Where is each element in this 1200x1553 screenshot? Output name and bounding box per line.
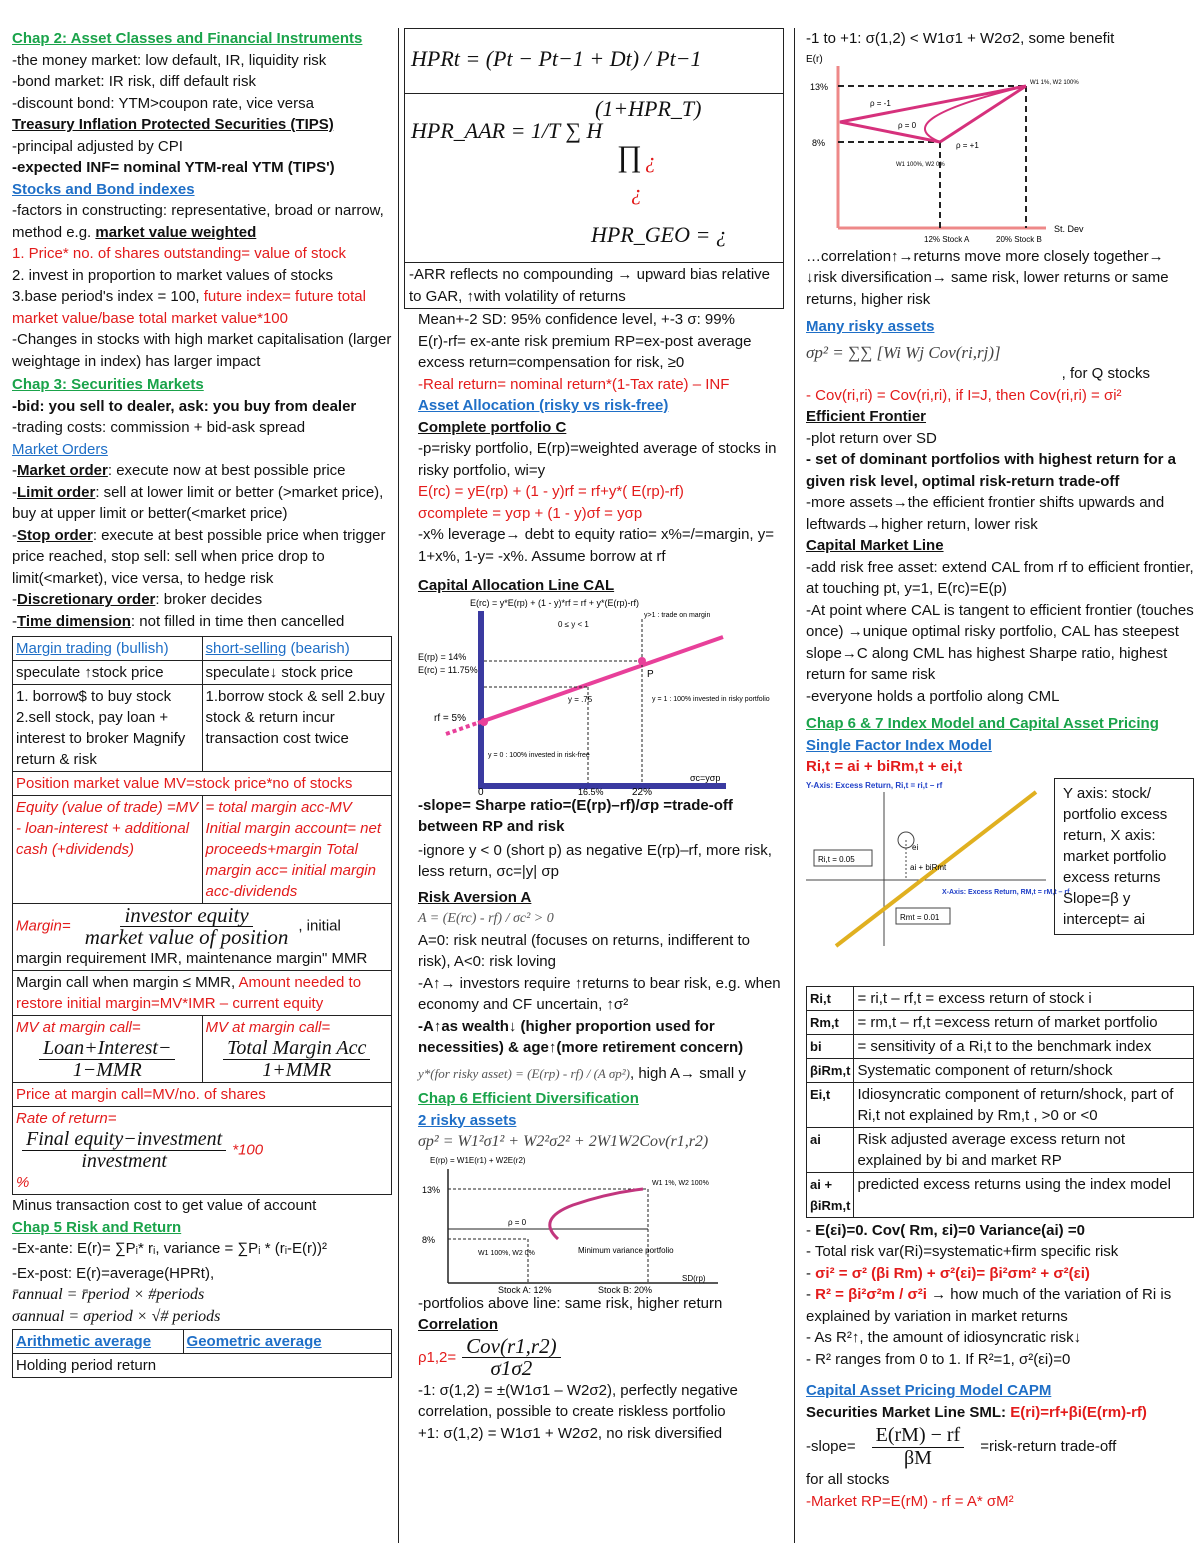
- annotation: Ri,t = 0.05: [818, 854, 855, 864]
- formula: [22, 1129, 226, 1172]
- text-span: : sell at lower limit or better (>market price), buy at upper limit or better(<market price): [12, 483, 384, 522]
- column-divider: [794, 28, 795, 1543]
- term: Discretionary order: [17, 591, 156, 608]
- subsection-title: Capital Allocation Line CAL: [418, 577, 615, 594]
- text-line: -Stop order: execute at best possible price when trigger price reached, stop sell: sell when price drop to limit(<market), vice versa, to hedge risk: [12, 526, 386, 587]
- text-span: short-selling: [205, 640, 287, 657]
- annotation: Minimum variance portfolio: [578, 1245, 674, 1255]
- text-line: -plot return over SD: [806, 429, 937, 447]
- text-line: -1: σ(1,2) = ±(W1σ1 – W2σ2), perfectly negative correlation, possible to create riskless portfolio: [418, 1381, 738, 1420]
- denominator: σ1σ2: [490, 1356, 533, 1380]
- cal-chart: [418, 597, 770, 798]
- text-line: -add risk free asset: extend CAL from rf to efficient frontier, at touching pt, y=1, E(rc)=E(p): [806, 558, 1194, 597]
- tick-label: Stock B: 20%: [598, 1284, 653, 1295]
- numerator: Loan+Interest−: [39, 1038, 175, 1060]
- text-line: -Ex-post: E(r)=average(HPRt),: [12, 1264, 215, 1282]
- section-title: Chap 2: Asset Classes and Financial Instruments: [12, 30, 363, 47]
- annotation: W1 1%, W2 100%: [652, 1179, 709, 1187]
- text-span: : broker decides: [155, 591, 263, 608]
- subsection-title: Many risky assets: [806, 318, 935, 335]
- tick-label: E(rc) = 11.75%: [418, 664, 478, 675]
- text-span: market value weighted: [95, 223, 257, 241]
- table-cell: Ei,t: [807, 1082, 854, 1127]
- table-cell: Holding period return: [13, 1354, 392, 1378]
- text-line: …correlation↑→returns move more closely together→ ↓risk diversification→ same risk, lower returns or same returns, higher risk: [806, 247, 1169, 308]
- table-row: [807, 1127, 1194, 1172]
- column-divider: [398, 28, 399, 1543]
- bullet-item: - E(εi)=0. Cov( Rm, εi)=0 Variance(ai) =0: [806, 1221, 1085, 1239]
- tick-label: 13%: [422, 1184, 441, 1195]
- table-row: [807, 1010, 1194, 1034]
- text-line: -trading costs: commission + bid-ask spread: [12, 419, 306, 436]
- frontier-curve: [550, 1189, 643, 1239]
- axis-label: St. Dev: [1054, 223, 1084, 234]
- column-3: [806, 28, 1194, 1512]
- text-span: : execute now at best possible price: [107, 462, 346, 479]
- annotation: y = 0 : 100% invested in risk-free: [488, 751, 590, 759]
- text-span: (bearish): [286, 640, 350, 657]
- tick-label: E(rp) = 14%: [418, 651, 467, 662]
- hpr-aar-formula: HPR_AAR = 1/T ∑ H: [411, 118, 603, 143]
- numerator: Final equity−investment: [22, 1129, 226, 1151]
- formula: [462, 1333, 560, 1380]
- text-span: : execute at best possible price when trigger price reached, stop sell: sell when price drop to limit(<market), vice versa, to hedge risk: [12, 526, 386, 587]
- text-span: Total risk var(Ri)=systematic+firm specific risk: [814, 1243, 1119, 1260]
- point-p: [638, 657, 646, 665]
- axis-label: SD(rp): [682, 1273, 706, 1283]
- text-line: -everyone holds a portfolio along CML: [806, 687, 1060, 705]
- text-line: -principal adjusted by CPI: [12, 137, 183, 155]
- table-cell: 1.borrow stock & sell 2.buy stock & return incur transaction cost twice: [202, 685, 392, 772]
- text-line: for all stocks: [806, 1471, 890, 1488]
- text-span: 3.base period's index = 100,: [12, 288, 204, 305]
- table-cell: [13, 1107, 392, 1195]
- text-line: E(rc) = yE(rp) + (1 - y)rf = rf+y*( E(rp)-rf): [418, 483, 684, 500]
- col2-body: [404, 309, 784, 1444]
- text-span: R² = βi²σ²m / σ²i: [815, 1286, 927, 1303]
- text-span: Rate of return=: [16, 1110, 117, 1127]
- table-cell: Ri,t: [807, 986, 854, 1010]
- text-line: - set of dominant portfolios with highest return for a given risk level, optimal risk-return trade-off: [806, 451, 1176, 490]
- annotation: ai + biRmt: [910, 862, 947, 872]
- chart-title: E(rc) = y*E(rp) + (1 - y)*rf = rf + y*(E(rp)-rf): [470, 597, 640, 608]
- annotation: ρ = 0: [508, 1217, 527, 1227]
- formula: y*(for risky asset) = (E(rp) - rf) / (A σp²): [418, 1065, 630, 1081]
- glyph: ¿: [631, 180, 642, 205]
- axis-label: X-Axis: Excess Return, RM,t = rM,t – rf: [942, 888, 1070, 896]
- arr-box: [404, 263, 784, 309]
- bullet-item: - R² ranges from 0 to 1. If R²=1, σ²(εi)=0: [806, 1350, 1071, 1368]
- table-cell: Risk adjusted average excess return not explained by bi and market RP: [854, 1127, 1194, 1172]
- text-span: E(ri)=rf+βi(E(rm)-rf): [1010, 1403, 1147, 1421]
- text-line: Mean+-2 SD: 95% confidence level, +-3 σ: 99%: [418, 311, 735, 328]
- subsection-title: Risk Aversion A: [418, 888, 532, 906]
- annotation: ρ = 0: [898, 120, 917, 130]
- table-cell: Arithmetic average: [13, 1330, 184, 1354]
- tick-label: 13%: [810, 81, 829, 92]
- section-title: Capital Asset Pricing Model CAPM: [806, 1382, 1052, 1399]
- text-line: -Market RP=E(rM) - rf = A* σM²: [806, 1492, 1014, 1510]
- table-cell: [13, 1016, 203, 1083]
- bullet-item: - As R²↑, the amount of idiosyncratic risk↓: [806, 1329, 1082, 1346]
- section-title: Chap 6 & 7 Index Model and Capital Asset Pricing: [806, 715, 1159, 732]
- table-cell: Geometric average: [183, 1330, 391, 1354]
- table-cell: = rm,t – rf,t =excess return of market portfolio: [854, 1010, 1194, 1034]
- text-span: Margin trading: [16, 640, 112, 657]
- text-line: -bid: you sell to dealer, ask: you buy from dealer: [12, 397, 357, 415]
- text-line: 1. Price* no. of shares outstanding= value of stock: [12, 245, 346, 262]
- text-span: =risk-return trade-off: [980, 1437, 1117, 1455]
- text-line: -Limit order: sell at lower limit or better (>market price), buy at upper limit or better(<market price): [12, 483, 384, 522]
- cal-line: [478, 637, 723, 723]
- text-line: -bond market: IR risk, diff default risk: [12, 73, 256, 90]
- hpr-formula: HPRt = (Pt − Pt−1 + Dt) / Pt−1: [411, 46, 702, 71]
- bullet-item: - R² = βi²σ²m / σ²i → how much of the variation of Ri is explained by variation in market returns: [806, 1286, 1172, 1325]
- point-label: P: [647, 668, 654, 680]
- text-line: -Ex-ante: E(r)= ∑Pᵢ* rᵢ, variance = ∑Pᵢ * (rᵢ-E(r))²: [12, 1240, 328, 1257]
- annotation: ei: [912, 842, 919, 852]
- denominator: 1−MMR: [72, 1059, 142, 1081]
- correlation-chart: [806, 50, 1106, 246]
- table-row: [807, 1082, 1194, 1127]
- table-cell: Price at margin call=MV/no. of shares: [13, 1083, 392, 1107]
- text-line: -ignore y < 0 (short p) as negative E(rp)–rf, more risk, less return, σc=|y| σp: [418, 841, 772, 880]
- term: Time dimension: [17, 612, 131, 630]
- annotation: W1 1%, W2 100%: [1030, 79, 1079, 86]
- text-span: Amount needed to restore initial margin=MV*IMR – current equity: [16, 974, 362, 1012]
- text-span: MV at margin call=: [16, 1019, 141, 1036]
- table-cell: [13, 904, 392, 971]
- section-title: Chap 6 Efficient Diversification: [418, 1090, 639, 1107]
- text-line: -p=risky portfolio, E(rp)=weighted average of stocks in risky portfolio, wi=y: [418, 440, 777, 479]
- subsection-title: Market Orders: [12, 440, 108, 458]
- term: Stop order: [17, 526, 93, 544]
- table-cell: = ri,t – rf,t = excess return of stock i: [854, 986, 1194, 1010]
- text-line: , for Q stocks: [1061, 365, 1150, 382]
- numerator: investor equity: [120, 905, 252, 927]
- table-row: [807, 1172, 1194, 1217]
- text-span: -slope=: [806, 1437, 856, 1455]
- table-cell: speculate ↑stock price: [13, 661, 203, 685]
- annotation: ρ = +1: [956, 140, 979, 150]
- text-line: [12, 286, 392, 329]
- formula: [223, 1038, 370, 1081]
- table-cell: ai: [807, 1127, 854, 1172]
- margin-table: [12, 636, 392, 1195]
- text-line: E(r)-rf= ex-ante risk premium RP=ex-post average excess return=compensation for risk, ≥0: [418, 332, 752, 371]
- text-span: R² ranges from 0 to 1. If R²=1, σ²(εi)=0: [815, 1350, 1071, 1368]
- hpr-formula-box: [404, 28, 784, 94]
- text-span: -slope= Sharpe ratio=(E(rp)–rf)/σp =trade-off between RP and risk: [418, 796, 733, 835]
- text-line: σcomplete = yσp + (1 - y)σf = yσp: [418, 504, 643, 522]
- two-asset-chart: [418, 1153, 738, 1293]
- text-line: -Time dimension: not filled in time then cancelled: [12, 612, 345, 630]
- axis-label: σc=yσp: [690, 772, 721, 783]
- product-symbol: ∏: [617, 140, 642, 173]
- sfim-chart: [806, 778, 1070, 948]
- text-line: [418, 1063, 784, 1085]
- axis-label: E(r): [806, 53, 823, 65]
- subsection-title: 2 risky assets: [418, 1111, 517, 1129]
- formula: σp² = ∑∑ [Wi Wj Cov(ri,rj)]: [806, 342, 1001, 362]
- subsection-title: Efficient Frontier: [806, 408, 927, 425]
- subsection-title: Asset Allocation (risky vs risk-free): [418, 397, 669, 414]
- denominator: βM: [903, 1446, 932, 1469]
- text-span: future index= future total market value/base total market value*100: [12, 288, 366, 327]
- annotation: y = 1 : 100% invested in risky portfolio: [652, 695, 770, 703]
- tick-label: 0: [478, 786, 484, 798]
- text-span: %: [16, 1174, 30, 1191]
- table-cell: Rm,t: [807, 1010, 854, 1034]
- subsection-title: Correlation: [418, 1316, 499, 1333]
- text-span: Securities Market Line SML:: [806, 1403, 1011, 1421]
- formula: [872, 1425, 965, 1469]
- subsection-title: Stocks and Bond indexes: [12, 180, 195, 198]
- text-line: -A↑as wealth↓ (higher proportion used for necessities) & age↑(more retirement concern): [418, 1017, 744, 1056]
- text-line: -the money market: low default, IR, liquidity risk: [12, 51, 327, 69]
- sfim-note: Y axis: stock/ portfolio excess return, X axis: market portfolio excess returns Slope=β y intercept= ai: [1054, 778, 1194, 935]
- section-title: Chap 5 Risk and Return: [12, 1218, 182, 1236]
- text-span: ρ1,2=: [418, 1348, 457, 1366]
- hpr-geo-formula: HPR_GEO = ¿: [591, 222, 727, 247]
- text-span: MV at margin call=: [205, 1019, 331, 1036]
- subsection-title: Capital Market Line: [806, 537, 944, 554]
- text-line: -more assets→the efficient frontier shifts upwards and leftwards→higher return, lower risk: [806, 494, 1165, 533]
- text-line: -Changes in stocks with high market capitalisation (larger weightage in index) has larger impact: [12, 331, 392, 370]
- tick-label: 22%: [632, 786, 653, 798]
- chart-title: E(rp) = W1E(r1) + W2E(r2): [430, 1155, 526, 1165]
- subsection-title: Complete portfolio C: [418, 418, 567, 436]
- term: Limit order: [17, 483, 96, 501]
- tick-label: 12% Stock A: [924, 234, 970, 244]
- denominator: investment: [81, 1150, 167, 1172]
- text-span: -factors in constructing: representative, broad or narrow, method e.g.: [12, 202, 384, 241]
- section-title: Chap 3: Securities Markets: [12, 376, 204, 393]
- tick-label: 8%: [422, 1234, 436, 1245]
- annotation: y = .75: [568, 694, 593, 704]
- text-line: -expected INF= nominal YTM-real YTM (TIPS'): [12, 159, 335, 176]
- column-1: [12, 28, 392, 1378]
- formula: [39, 1038, 175, 1081]
- tick-label: 20% Stock B: [996, 234, 1042, 244]
- bullet-item: - σi² = σ² (βi Rm) + σ²(εi)= βi²σm² + σ²(εi): [806, 1264, 1090, 1282]
- text-line: -x% leverage→ debt to equity ratio= x%=/=margin, y= 1+x%, 1-y= -x%. Assume borrow at rf: [418, 526, 775, 565]
- formula: σp² = W1²σ1² + W2²σ2² + 2W1W2Cov(r1,r2): [418, 1133, 709, 1150]
- text-line: -Real return= nominal return*(1-Tax rate) – INF: [418, 375, 730, 393]
- margin-formula: [81, 905, 293, 948]
- table-cell: speculate↓ stock price: [202, 661, 392, 685]
- table-cell: predicted excess returns using the index model: [854, 1172, 1194, 1217]
- tick-label: rf = 5%: [434, 712, 466, 724]
- tick-label: 8%: [812, 137, 826, 148]
- text-line: -discount bond: YTM>coupon rate, vice versa: [12, 94, 314, 112]
- term: Market order: [17, 462, 108, 479]
- text-line: A=0: risk neutral (focuses on returns, indifferent to risk), A<0: risk loving: [418, 931, 750, 970]
- text-line: - Cov(ri,ri) = Cov(ri,ri), if I=J, then Cov(ri,ri) = σi²: [806, 386, 1122, 404]
- table-cell: 1. borrow$ to buy stock 2.sell stock, pay loan + interest to broker Magnify return & risk: [13, 685, 203, 772]
- text-line: 2. invest in proportion to market values of stocks: [12, 266, 333, 284]
- y-axis: [478, 611, 484, 789]
- text-line: -At point where CAL is tangent to efficient frontier (touches once) →unique optimal risky portfolio, CAL has steepest slope→C along CML has highest Sharpe ratio, highest return for same risk: [806, 601, 1194, 683]
- table-cell: Idiosyncratic component of return/shock, part of Ri,t not explained by Rm,t , >0 or <0: [854, 1082, 1194, 1127]
- text-line: -Market order: execute now at best possible price: [12, 462, 346, 479]
- sfim-area: [806, 778, 1194, 992]
- text-span: (bullish): [111, 640, 169, 657]
- hpr-product-formula: (1+HPR_T): [595, 96, 702, 121]
- rho-minus1-line: [840, 86, 1026, 142]
- table-cell: [202, 637, 392, 661]
- text-span: : not filled in time then cancelled: [130, 612, 345, 630]
- annotation: ρ = -1: [870, 98, 891, 108]
- table-cell: ai + βiRm,t: [807, 1172, 854, 1217]
- text-line: [418, 1333, 784, 1380]
- numerator: E(rM) − rf: [872, 1425, 965, 1448]
- table-cell: = total margin acc-MV Initial margin account= net proceeds+margin Total margin acc= initial margin acc-dividends: [202, 796, 392, 904]
- tick-label: 16.5%: [578, 786, 604, 797]
- text-line: Minus transaction cost to get value of account: [12, 1197, 317, 1214]
- hpr-avg-box: [404, 94, 784, 263]
- annotation: 0 ≤ y < 1: [558, 619, 589, 629]
- table-cell: βiRm,t: [807, 1058, 854, 1082]
- text-line: [12, 200, 392, 243]
- annotation: W1 100%, W2 0%: [478, 1249, 535, 1257]
- table-cell: Systematic component of return/shock: [854, 1058, 1194, 1082]
- table-cell: [202, 1016, 392, 1083]
- text-line: [806, 1402, 1194, 1424]
- subsection-title: Single Factor Index Model: [806, 736, 992, 754]
- text-line: [806, 1425, 1194, 1469]
- text-line: -A↑→ investors require ↑returns to bear risk, e.g. when economy and CF uncertain, ↑σ²: [418, 974, 781, 1013]
- table-cell: bi: [807, 1034, 854, 1058]
- text-span: As R²↑, the amount of idiosyncratic risk↓: [814, 1329, 1082, 1346]
- glyph: ¿: [645, 148, 656, 173]
- text-span: Margin=: [16, 917, 71, 935]
- bullet-item: - Total risk var(Ri)=systematic+firm specific risk: [806, 1243, 1119, 1260]
- annotation: y>1 : trade on margin: [644, 611, 711, 619]
- annotation: W1 100%, W2 0%: [896, 161, 945, 168]
- tick-label: Stock A: 12%: [498, 1284, 552, 1295]
- denominator: market value of position: [84, 925, 289, 949]
- point-rf: [480, 718, 488, 726]
- table-row: [807, 1058, 1194, 1082]
- column-2: [404, 28, 784, 1444]
- text-line: -ARR reflects no compounding → upward bias relative to GAR, ↑with volatility of returns: [409, 266, 771, 305]
- text-line: -portfolios above line: same risk, higher return: [418, 1294, 723, 1312]
- definitions-table: [806, 986, 1194, 1218]
- annotation: Rmt = 0.01: [900, 912, 940, 922]
- table-cell: Position market value MV=stock price*no of stocks: [13, 772, 392, 796]
- average-table: [12, 1329, 392, 1378]
- text-span: *100: [232, 1141, 264, 1159]
- table-cell: = sensitivity of a Ri,t to the benchmark index: [854, 1034, 1194, 1058]
- text-line: -Discretionary order: broker decides: [12, 591, 263, 608]
- text-line: Ri,t = ai + biRm,t + ei,t: [806, 758, 963, 775]
- table-cell: [13, 637, 203, 661]
- axis-label: Y-Axis: Excess Return, Ri,t = ri,t – rf: [806, 780, 943, 790]
- text-span: , high A→ small y: [630, 1064, 746, 1082]
- formula: A = (E(rc) - rf) / σc² > 0: [418, 911, 554, 926]
- text-span: Margin call when margin ≤ MMR,: [16, 974, 239, 991]
- text-span: σi² = σ² (βi Rm) + σ²(εi)= βi²σm² + σ²(εi): [815, 1264, 1090, 1282]
- table-row: [807, 1034, 1194, 1058]
- text-line: r̄annual = r̄period × #periods: [12, 1286, 205, 1303]
- text-line: +1: σ(1,2) = W1σ1 + W2σ2, no risk diversified: [418, 1424, 723, 1442]
- text-line: [418, 795, 784, 838]
- text-span: → how much of the variation of Ri is explained by variation in market returns: [806, 1286, 1172, 1325]
- text-line: -1 to +1: σ(1,2) < W1σ1 + W2σ2, some benefit: [806, 30, 1115, 47]
- text-span: , initial margin requirement IMR, maintenance margin" MMR: [16, 917, 368, 967]
- table-cell: [13, 971, 392, 1016]
- denominator: 1+MMR: [262, 1059, 332, 1081]
- table-cell: Equity (value of trade) =MV - loan-interest + additional cash (+dividends): [13, 796, 203, 904]
- subsection-title: Treasury Inflation Protected Securities (TIPS): [12, 116, 334, 133]
- text-span: E(εi)=0. Cov( Rm, εi)=0 Variance(ai) =0: [815, 1221, 1085, 1239]
- text-line: σannual = σperiod × √# periods: [12, 1307, 221, 1325]
- numerator: Cov(r1,r2): [462, 1336, 560, 1359]
- numerator: Total Margin Acc: [223, 1038, 370, 1060]
